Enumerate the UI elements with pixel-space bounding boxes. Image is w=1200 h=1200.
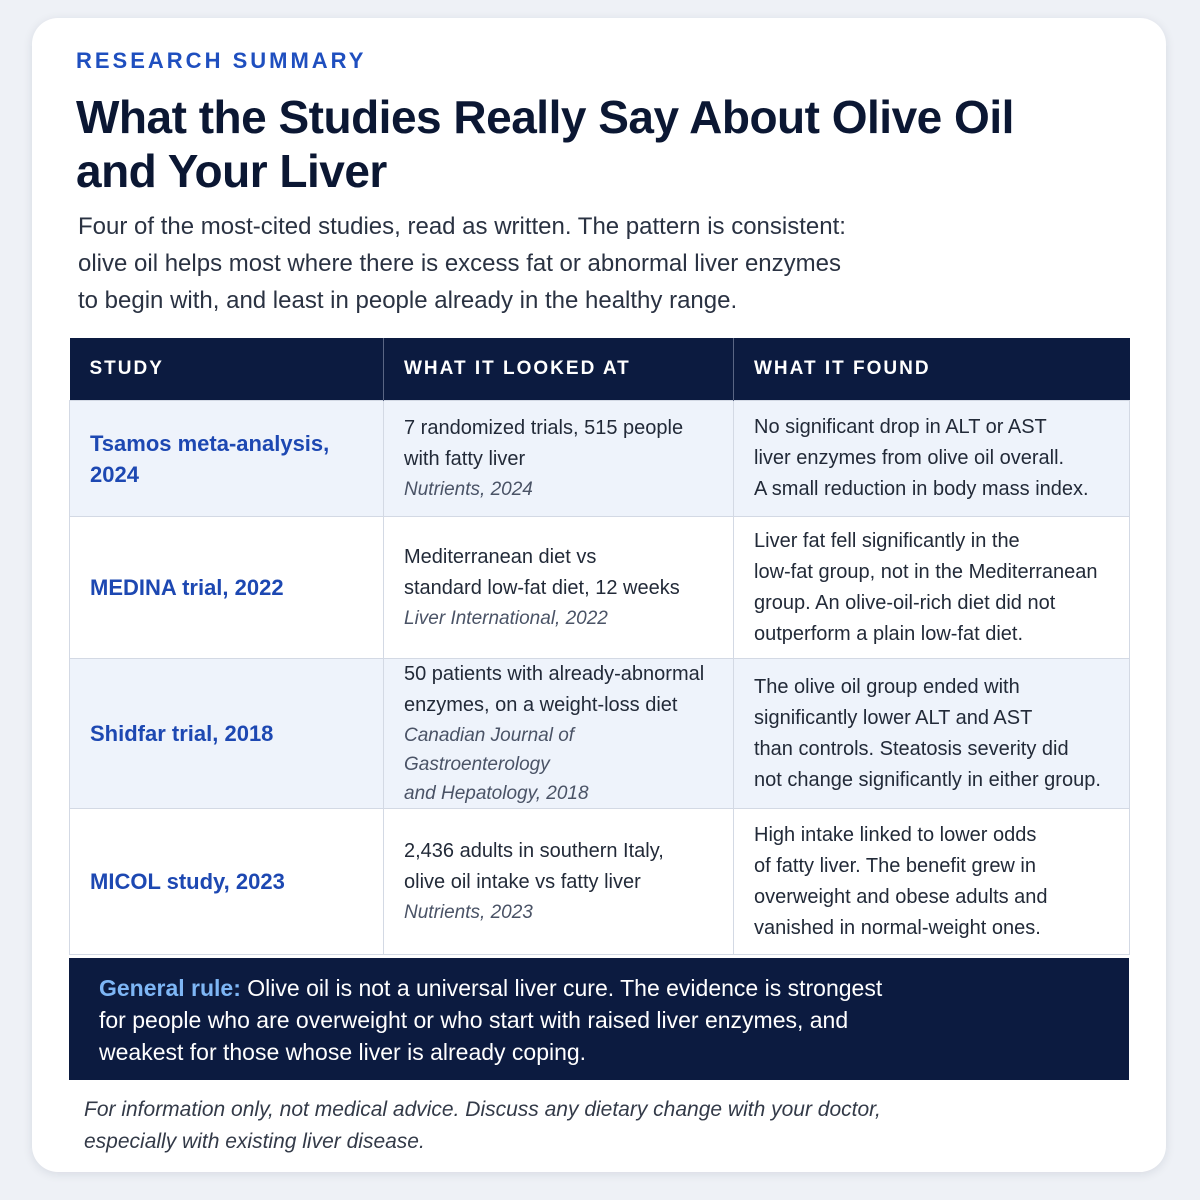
- looked-at-line: olive oil intake vs fatty liver: [404, 871, 641, 893]
- looked-at-line: Mediterranean diet vs: [404, 546, 597, 568]
- general-rule-line: [99, 972, 1105, 1004]
- title-line: and Your Liver: [76, 145, 387, 197]
- found-line: No significant drop in ALT or AST: [754, 416, 1047, 438]
- looked-at-line: 7 randomized trials, 515 people: [404, 417, 684, 439]
- citation: Nutrients, 2024: [404, 479, 533, 500]
- column-header-looked-at: WHAT IT LOOKED AT: [384, 338, 734, 401]
- intro-text: [78, 208, 938, 319]
- table-row: [70, 809, 1130, 955]
- citation: Liver International, 2022: [404, 608, 608, 629]
- found-cell: [734, 659, 1130, 809]
- found-line: than controls. Steatosis severity did: [754, 737, 1069, 760]
- table-row: [70, 401, 1130, 517]
- looked-at-cell: [384, 401, 734, 517]
- looked-at-line: 50 patients with already-abnormal: [404, 663, 705, 685]
- found-line: of fatty liver. The benefit grew in: [754, 854, 1037, 877]
- column-header-found: WHAT IT FOUND: [734, 338, 1130, 401]
- found-line: group. An olive-oil-rich diet did not: [754, 591, 1056, 614]
- found-line: significantly lower ALT and AST: [754, 706, 1033, 729]
- found-line: not change significantly in either group.: [754, 768, 1101, 791]
- found-line: low-fat group, not in the Mediterranean: [754, 560, 1098, 583]
- found-line: vanished in normal-weight ones.: [754, 916, 1041, 939]
- section-label: RESEARCH SUMMARY: [76, 48, 367, 73]
- general-rule-line: for people who are overweight or who start with raised liver enzymes, and: [99, 1007, 849, 1033]
- table-header-row: [70, 338, 1130, 401]
- found-cell: [734, 401, 1130, 517]
- looked-at-line: 2,436 adults in southern Italy,: [404, 840, 664, 862]
- intro-line: olive oil helps most where there is excess fat or abnormal liver enzymes: [78, 250, 841, 277]
- looked-at-line: enzymes, on a weight-loss diet: [404, 694, 678, 716]
- disclaimer-line: especially with existing liver disease.: [84, 1130, 425, 1153]
- intro-line: to begin with, and least in people already in the healthy range.: [78, 287, 738, 314]
- found-line: A small reduction in body mass index.: [754, 478, 1089, 500]
- looked-at-cell: [384, 809, 734, 955]
- general-rule-line: weakest for those whose liver is already coping.: [99, 1039, 587, 1065]
- general-rule-box: [69, 958, 1129, 1080]
- looked-at-line: standard low-fat diet, 12 weeks: [404, 577, 680, 599]
- table-row: [70, 659, 1130, 809]
- looked-at-line: with fatty liver: [404, 448, 526, 470]
- study-name: MEDINA trial, 2022: [70, 517, 384, 659]
- intro-line: Four of the most-cited studies, read as written. The pattern is consistent:: [78, 213, 846, 240]
- found-line: High intake linked to lower odds: [754, 823, 1037, 846]
- general-rule-text: Olive oil is not a universal liver cure. The evidence is strongest: [247, 975, 883, 1001]
- looked-at-cell: [384, 517, 734, 659]
- column-header-study: STUDY: [70, 338, 384, 401]
- found-cell: [734, 809, 1130, 955]
- citation: Nutrients, 2023: [404, 902, 533, 923]
- study-name: MICOL study, 2023: [70, 809, 384, 955]
- found-line: Liver fat fell significantly in the: [754, 529, 1020, 552]
- disclaimer: [84, 1094, 984, 1158]
- disclaimer-line: For information only, not medical advice. Discuss any dietary change with your doctor,: [84, 1098, 881, 1121]
- general-rule-label: General rule:: [99, 975, 241, 1001]
- found-line: The olive oil group ended with: [754, 675, 1020, 698]
- title-line: What the Studies Really Say About Olive Oil: [76, 91, 1014, 143]
- studies-table: [69, 338, 1130, 955]
- found-line: liver enzymes from olive oil overall.: [754, 447, 1065, 469]
- citation: Canadian Journal of Gastroenterology: [404, 725, 575, 775]
- found-line: overweight and obese adults and: [754, 885, 1048, 908]
- table-row: [70, 517, 1130, 659]
- citation: and Hepatology, 2018: [404, 783, 589, 804]
- looked-at-cell: [384, 659, 734, 809]
- study-name: Tsamos meta-analysis, 2024: [70, 401, 384, 517]
- page-title: [76, 90, 1076, 198]
- summary-card: [32, 18, 1166, 1172]
- found-cell: [734, 517, 1130, 659]
- found-line: outperform a plain low-fat diet.: [754, 622, 1024, 645]
- study-name: Shidfar trial, 2018: [70, 659, 384, 809]
